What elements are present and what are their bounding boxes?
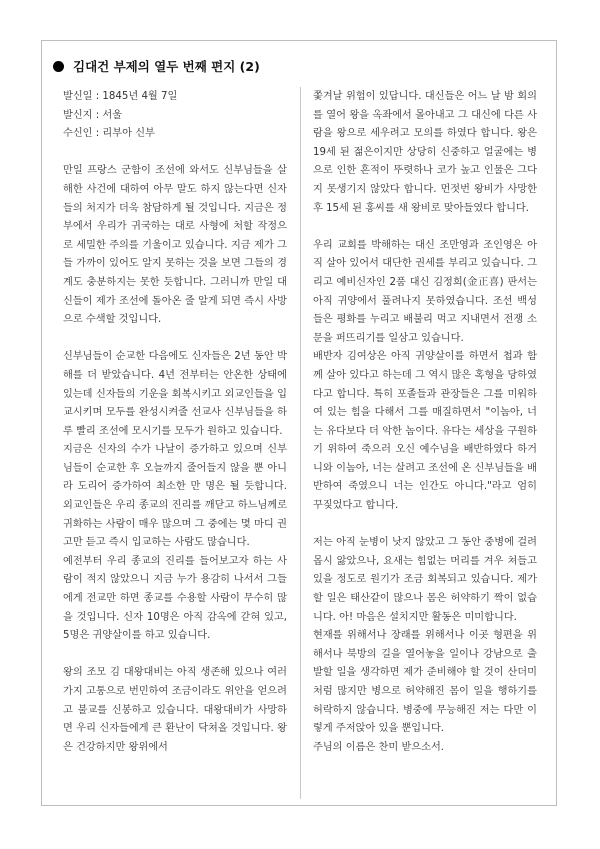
paragraph: 예전부터 우리 종교의 진리를 들어보고자 하는 사람이 적지 않았으니 지금 누가 용감히 나서서 그들에게 전교만 하면 종교를 수용할 사람이 무수히 많을 것입니다. 신자 10명은 아직 감옥에 갇혀 있고, 5명은 귀양살이를 하고 있습니다. bbox=[63, 555, 287, 642]
paragraph: 지금은 신자의 수가 나날이 증가하고 있으며 신부님들이 순교한 후 오늘까지 줄어들지 않을 뿐 아니라 도리어 증가하여 최소한 만 명은 될 듯합니다. 외교인들은 우리 종교의 진리를 깨닫고 하느님께로 귀화하는 사람이 매우 많으며 그 중에는 몇 마디 권고만 듣고 즉시 입교하는 사람도 많습니다. bbox=[63, 444, 287, 549]
bullet-icon bbox=[53, 61, 64, 72]
paragraph: 현재를 위해서나 장래를 위해서나 이곳 형편을 위해서나 북방의 길을 열어놓을 일이나 강남으로 출발할 일을 생각하면 제가 준비해야 할 것이 산더미처럼 많지만 병으로 허약해진 몸이 일을 행하기를 허락하지 않습니다. 병중에 무능해진 저는 다만 이렇게 주저앉아 있을 뿐입니다. bbox=[313, 630, 537, 735]
paragraph: 우리 교회를 박해하는 대신 조만영과 조인영은 아직 살아 있어서 대단한 권세를 부리고 있습니다. 그리고 예비신자인 2품 대신 김정희(金正喜) 판서는 아직 귀양에서 풀려나지 못하였습니다. 조선 백성들은 평화를 누리고 배불리 먹고 지내면서 전쟁 소문을 퍼뜨리기를 일삼고 있습니다. bbox=[313, 239, 537, 344]
paragraph: 왕의 조모 김 대왕대비는 아직 생존해 있으나 여러 가지 고통으로 번민하여 조금이라도 위안을 얻으려고 불교를 신봉하고 있습니다. 대왕대비가 사망하면 우리 신자들에게 큰 환난이 닥쳐올 것입니다. 왕은 건강하지만 왕위에서 bbox=[63, 667, 287, 753]
column-divider bbox=[300, 87, 301, 799]
paragraph: 배반자 김여상은 아직 귀양살이를 하면서 첩과 함께 살아 있다고 하는데 그 역시 많은 혹형을 당하였다고 합니다. 특히 포졸들과 관장들은 그를 미워하여 있는 힘을 다해서 그를 매질하면서 "이놈아, 너는 유다보다 더 악한 놈이다. 유다는 세상을 구원하기 위하여 죽으러 오신 예수님을 배반하였다 하거니와 이놈아, 너는 살려고 조선에 온 신부님들을 배반하여 죽였으니 너는 인간도 아니다."라고 엄히 꾸짖었다고 합니다. bbox=[313, 351, 537, 512]
paragraph: 쫓겨날 위험이 있답니다. 대신들은 어느 날 밤 회의를 열어 왕을 옥좌에서 몰아내고 그 대신에 다른 사람을 왕으로 세우려고 모의를 하였다 합니다. 왕은 19세 된 젊은이지만 상당히 신중하고 얼굴에는 병으로 인한 흔적이 뚜렷하나 코가 높고 인물은 그다지 못생기지 않았다 합니다. 먼젓번 왕비가 사망한 후 15세 된 홍씨를 새 왕비로 맞아들였다 합니다. bbox=[313, 91, 537, 214]
paragraph: 저는 아직 눈병이 낫지 않았고 그 동안 중병에 걸려 몹시 앓았으나, 요새는 힘없는 머리를 겨우 쳐들고 있을 정도로 원기가 조금 회복되고 있습니다. 제가 할 일은 태산같이 많으나 몸은 허약하기 짝이 없습니다. 아! 마음은 설치지만 활동은 미미합니다. bbox=[313, 537, 537, 623]
letter-title bbox=[53, 57, 260, 75]
meta-date: 발신일 : 1845년 4월 7일 bbox=[63, 91, 178, 102]
letter-title-text: 김대건 부제의 열두 번째 편지 (2) bbox=[73, 59, 260, 74]
left-column bbox=[63, 88, 287, 757]
closing-line: 주님의 이름은 찬미 받으소서. bbox=[313, 741, 445, 753]
right-column bbox=[313, 88, 537, 757]
meta-to: 수신인 : 리부아 신부 bbox=[63, 128, 155, 140]
paragraph: 만일 프랑스 군함이 조선에 와서도 신부님들을 살해한 사건에 대하여 아무 말도 하지 않는다면 신자들의 처지가 더욱 참담하게 될 것입니다. 지금은 정부에서 우리가 귀국하는 대로 사형에 처할 작정으로 세밀한 주의를 기울이고 있습니다. 지금 제가 그들 가까이 있어도 알지 못하는 것을 보면 그들의 경계도 충분하지는 못한 듯합니다. 그러니까 만일 대신들이 제가 조선에 돌아온 줄 알게 되면 즉시 사방으로 수색할 것입니다. bbox=[63, 165, 287, 326]
meta-from: 발신지 : 서울 bbox=[63, 109, 123, 121]
paragraph: 신부님들이 순교한 다음에도 신자들은 2년 동안 박해를 더 받았습니다. 4년 전부터는 안온한 상태에 있는데 신자들의 기운을 회복시키고 외교인들을 입교시키며 모두를 완성시켜줄 선교사 신부님들을 하루 빨리 조선에 모시기를 모두가 원하고 있습니다. bbox=[63, 351, 287, 437]
